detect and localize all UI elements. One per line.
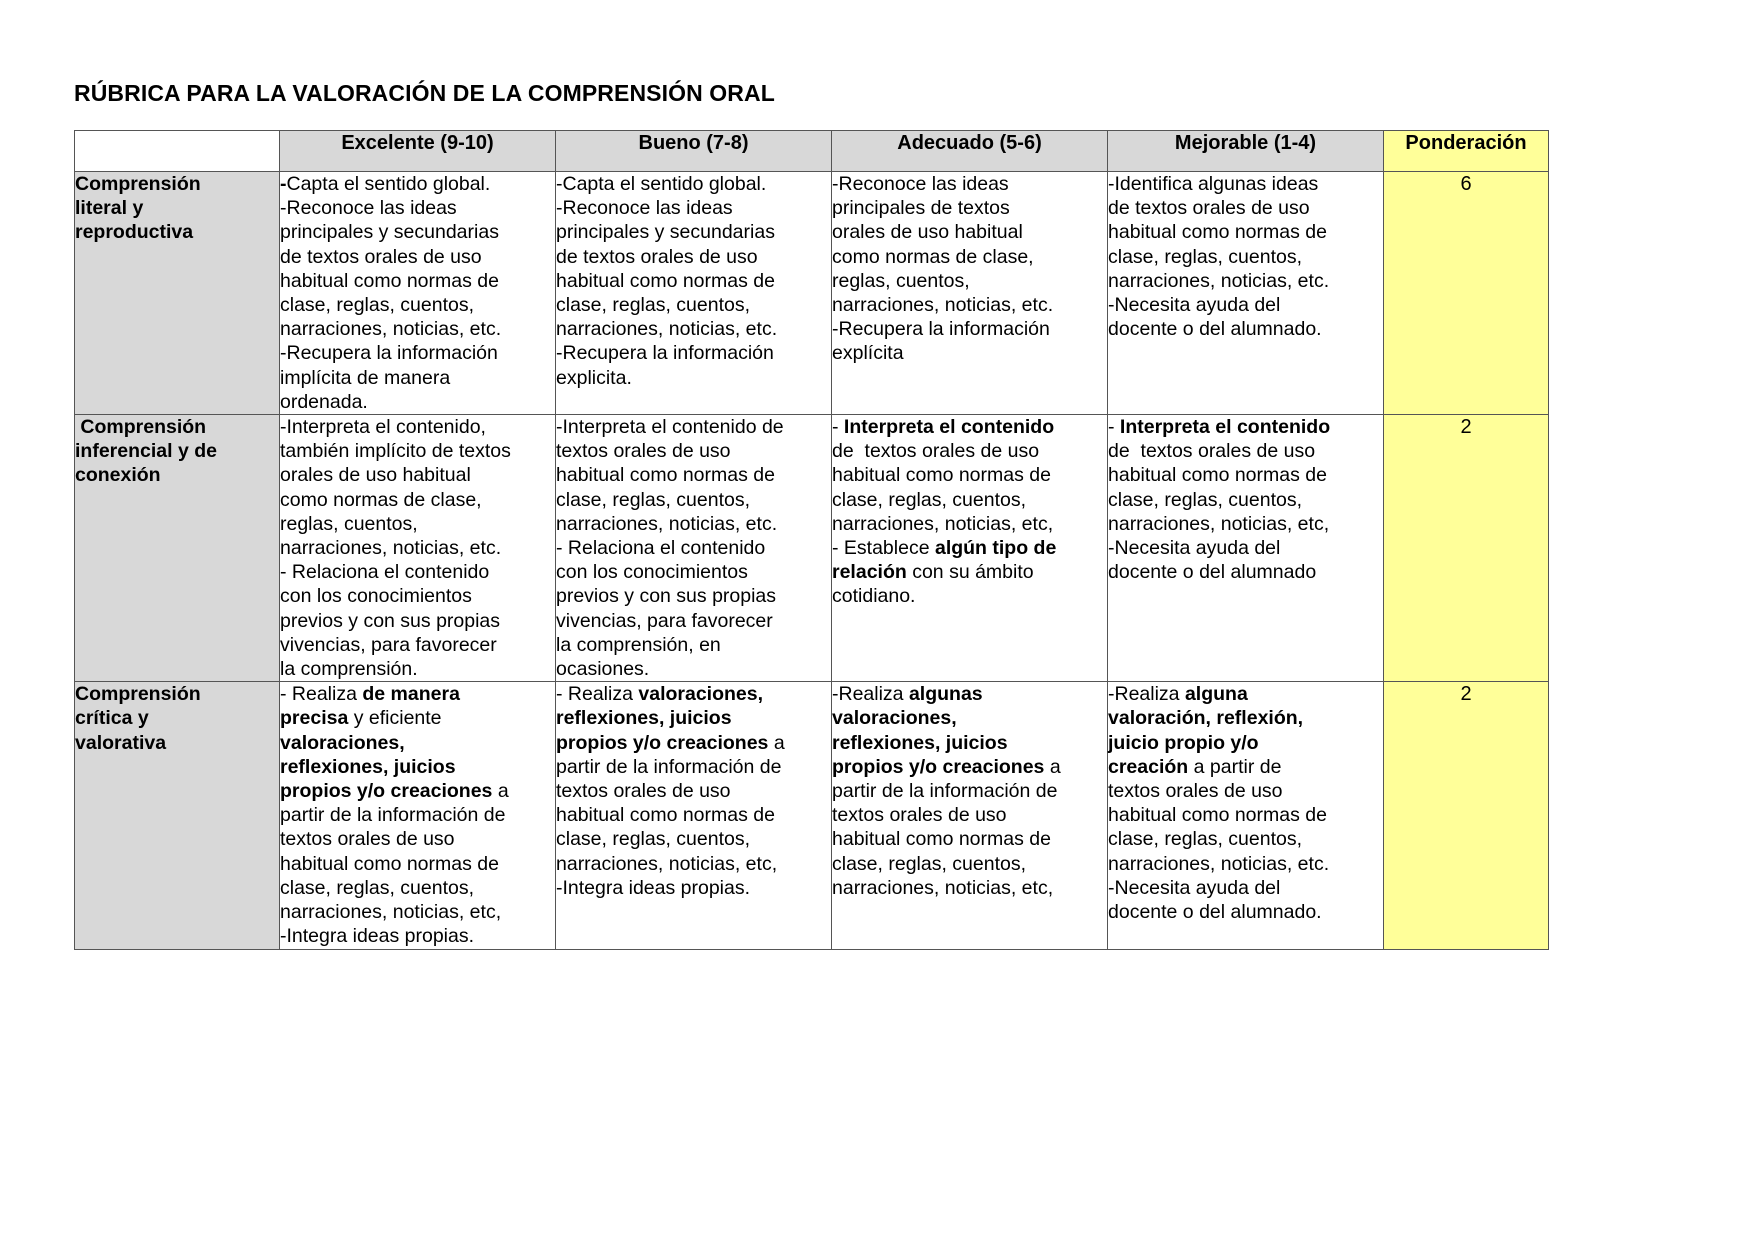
descriptor-line xyxy=(1108,536,1383,560)
text: clase, reglas, cuentos, xyxy=(832,488,1027,511)
descriptor-line xyxy=(556,827,831,851)
text: la comprensión. xyxy=(280,658,418,681)
descriptor-cell xyxy=(280,415,556,682)
descriptor-line xyxy=(280,803,555,827)
descriptor-line xyxy=(832,488,1107,512)
descriptor-line xyxy=(556,172,831,196)
page-title: RÚBRICA PARA LA VALORACIÓN DE LA COMPRENSIÓN ORAL xyxy=(74,80,775,106)
text: con los conocimientos xyxy=(556,561,748,584)
descriptor-line xyxy=(1108,706,1383,730)
text: cotidiano. xyxy=(832,585,916,608)
text: -Integra ideas propias. xyxy=(280,925,475,948)
text: - Establece xyxy=(832,537,935,560)
text: -Reconoce las ideas xyxy=(280,197,457,220)
text: de textos orales de uso xyxy=(280,245,482,268)
descriptor-line xyxy=(1108,852,1383,876)
descriptor-line xyxy=(556,876,831,900)
descriptor-line xyxy=(1108,463,1383,487)
text: textos orales de uso xyxy=(1108,780,1283,803)
bold-text: relación xyxy=(832,561,907,584)
text: explicita. xyxy=(556,366,632,389)
descriptor-line xyxy=(1108,196,1383,220)
descriptor-line xyxy=(832,827,1107,851)
row-label xyxy=(75,682,280,949)
descriptor-line xyxy=(556,341,831,365)
descriptor-line xyxy=(280,560,555,584)
text: narraciones, noticias, etc, xyxy=(1108,512,1330,535)
descriptor-line xyxy=(556,609,831,633)
descriptor-cell xyxy=(832,415,1108,682)
descriptor-line xyxy=(1108,317,1383,341)
descriptor-cell xyxy=(832,172,1108,415)
descriptor-line xyxy=(832,852,1107,876)
row-label-line: inferencial y de xyxy=(75,440,217,463)
descriptor-line xyxy=(556,584,831,608)
descriptor-line xyxy=(556,755,831,779)
descriptor-line xyxy=(1108,682,1383,706)
descriptor-line xyxy=(280,755,555,779)
text: partir de la información de xyxy=(280,804,506,827)
row-label-line: reproductiva xyxy=(75,221,194,244)
text: textos orales de uso xyxy=(832,804,1007,827)
descriptor-line xyxy=(832,536,1107,560)
descriptor-line xyxy=(280,682,555,706)
descriptor-line xyxy=(280,827,555,851)
bold-text: Interpreta el contenido xyxy=(843,416,1055,439)
descriptor-line xyxy=(1108,755,1383,779)
row-label-line: conexión xyxy=(75,464,161,487)
text: también implícito de textos xyxy=(280,440,511,463)
text: -Reconoce las ideas xyxy=(832,173,1009,195)
text: - Relaciona el contenido xyxy=(280,561,490,584)
descriptor-cell xyxy=(1108,172,1384,415)
bold-text: reflexiones, juicios xyxy=(556,707,732,730)
descriptor-line xyxy=(280,196,555,220)
descriptor-cell xyxy=(556,682,832,949)
descriptor-line xyxy=(280,924,555,948)
descriptor-line xyxy=(280,633,555,657)
text: -Necesita ayuda del xyxy=(1108,294,1281,317)
text: docente o del alumnado xyxy=(1108,561,1317,584)
text: - Relaciona el contenido xyxy=(556,537,766,560)
text: partir de la información de xyxy=(832,780,1058,803)
bold-text: algún tipo de xyxy=(934,537,1057,560)
text: clase, reglas, cuentos, xyxy=(556,828,751,851)
text: -Realiza xyxy=(832,683,909,706)
row-label xyxy=(75,415,280,682)
text: a xyxy=(768,731,785,754)
text: clase, reglas, cuentos, xyxy=(280,876,475,899)
header-ponderacion: Ponderación xyxy=(1384,131,1549,172)
bold-text: creación xyxy=(1108,755,1189,778)
text: habitual como normas de xyxy=(1108,804,1327,827)
header-mejorable: Mejorable (1-4) xyxy=(1108,131,1384,172)
text: de textos orales de uso xyxy=(1108,440,1316,463)
text: partir de la información de xyxy=(556,755,782,778)
row-label-line: crítica y xyxy=(75,707,149,730)
text: con los conocimientos xyxy=(280,585,472,608)
row-label-line: Comprensión xyxy=(75,683,201,706)
descriptor-cell xyxy=(280,682,556,949)
descriptor-line xyxy=(1108,439,1383,463)
text: - xyxy=(832,416,844,439)
descriptor-line xyxy=(280,366,555,390)
descriptor-line xyxy=(832,317,1107,341)
descriptor-line xyxy=(1108,876,1383,900)
text: habitual como normas de xyxy=(556,269,775,292)
descriptor-line xyxy=(1108,900,1383,924)
text: previos y con sus propias xyxy=(556,585,777,608)
text: habitual como normas de xyxy=(280,852,499,875)
descriptor-line xyxy=(832,682,1107,706)
text: -Interpreta el contenido de xyxy=(556,416,784,439)
text: narraciones, noticias, etc, xyxy=(280,901,502,924)
text: previos y con sus propias xyxy=(280,609,501,632)
descriptor-line xyxy=(556,293,831,317)
text: -Necesita ayuda del xyxy=(1108,537,1281,560)
descriptor-line xyxy=(1108,731,1383,755)
bold-text: precisa xyxy=(280,707,349,730)
descriptor-line xyxy=(280,731,555,755)
text: clase, reglas, cuentos, xyxy=(556,294,751,317)
descriptor-line xyxy=(832,196,1107,220)
text: de textos orales de uso xyxy=(1108,197,1310,220)
text: narraciones, noticias, etc. xyxy=(280,318,502,341)
text: -Integra ideas propias. xyxy=(556,876,751,899)
descriptor-line xyxy=(832,584,1107,608)
descriptor-line xyxy=(280,245,555,269)
row-label-line: Comprensión xyxy=(75,173,201,195)
descriptor-line xyxy=(280,536,555,560)
bold-text: Interpreta el contenido xyxy=(1119,416,1331,439)
text: a partir de xyxy=(1188,755,1282,778)
bold-text: algunas xyxy=(908,683,983,706)
header-row xyxy=(75,131,1549,172)
descriptor-line xyxy=(556,269,831,293)
text: narraciones, noticias, etc, xyxy=(832,512,1054,535)
text: explícita xyxy=(832,342,904,365)
text: -Realiza xyxy=(1108,683,1185,706)
text: -Recupera la información xyxy=(832,318,1050,341)
text: orales de uso habitual xyxy=(832,221,1023,244)
descriptor-line xyxy=(832,706,1107,730)
descriptor-cell xyxy=(832,682,1108,949)
descriptor-cell xyxy=(1108,682,1384,949)
header-adecuado: Adecuado (5-6) xyxy=(832,131,1108,172)
descriptor-line xyxy=(832,245,1107,269)
descriptor-line xyxy=(1108,488,1383,512)
descriptor-line xyxy=(556,488,831,512)
descriptor-line xyxy=(280,852,555,876)
bold-text: - xyxy=(280,173,287,195)
text: con su ámbito xyxy=(906,561,1034,584)
text: - Realiza xyxy=(280,683,363,706)
descriptor-line xyxy=(832,755,1107,779)
text: implícita de manera xyxy=(280,366,451,389)
text: reglas, cuentos, xyxy=(832,269,970,292)
text: ordenada. xyxy=(280,390,368,413)
descriptor-line xyxy=(280,172,555,196)
bold-text: de manera xyxy=(362,683,460,706)
descriptor-line xyxy=(556,706,831,730)
descriptor-line xyxy=(832,560,1107,584)
bold-text: valoraciones, xyxy=(280,731,405,754)
text: -Recupera la información xyxy=(556,342,774,365)
row-label-line: literal y xyxy=(75,197,144,220)
bold-text: propios y/o creaciones xyxy=(280,780,493,803)
empty-corner-cell xyxy=(75,131,280,172)
descriptor-line xyxy=(1108,269,1383,293)
descriptor-line xyxy=(556,560,831,584)
row-label xyxy=(75,172,280,415)
text: reglas, cuentos, xyxy=(280,512,418,535)
text: -Recupera la información xyxy=(280,342,498,365)
text: - xyxy=(1108,416,1120,439)
text: ocasiones. xyxy=(556,658,650,681)
descriptor-line xyxy=(1108,512,1383,536)
text: docente o del alumnado. xyxy=(1108,901,1322,924)
descriptor-line xyxy=(832,172,1107,196)
descriptor-line xyxy=(832,512,1107,536)
text: -Necesita ayuda del xyxy=(1108,876,1281,899)
text: como normas de clase, xyxy=(280,488,482,511)
row-label-line: Comprensión xyxy=(75,416,207,439)
text: la comprensión, en xyxy=(556,633,721,656)
descriptor-line xyxy=(280,512,555,536)
descriptor-line xyxy=(1108,220,1383,244)
descriptor-line xyxy=(556,536,831,560)
bold-text: valoración, reflexión, xyxy=(1108,707,1304,730)
text: orales de uso habitual xyxy=(280,464,471,487)
descriptor-line xyxy=(280,293,555,317)
descriptor-line xyxy=(280,269,555,293)
descriptor-line xyxy=(280,657,555,681)
descriptor-line xyxy=(556,779,831,803)
text: como normas de clase, xyxy=(832,245,1034,268)
descriptor-line xyxy=(280,220,555,244)
rubric-table xyxy=(74,130,1549,950)
descriptor-line xyxy=(556,196,831,220)
descriptor-line xyxy=(280,609,555,633)
text: principales y secundarias xyxy=(556,221,775,244)
descriptor-line xyxy=(280,779,555,803)
text: habitual como normas de xyxy=(556,804,775,827)
descriptor-line xyxy=(832,731,1107,755)
descriptor-line xyxy=(1108,827,1383,851)
text: habitual como normas de xyxy=(1108,221,1327,244)
text: narraciones, noticias, etc. xyxy=(556,512,778,535)
text: narraciones, noticias, etc. xyxy=(832,294,1054,317)
descriptor-cell xyxy=(1108,415,1384,682)
descriptor-cell xyxy=(280,172,556,415)
text: vivencias, para favorecer xyxy=(280,633,497,656)
text: Capta el sentido global. xyxy=(286,173,491,195)
row-inferencial xyxy=(75,415,1549,682)
text: habitual como normas de xyxy=(832,464,1051,487)
descriptor-line xyxy=(1108,779,1383,803)
text: narraciones, noticias, etc, xyxy=(832,876,1054,899)
descriptor-line xyxy=(1108,172,1383,196)
row-literal xyxy=(75,172,1549,415)
descriptor-line xyxy=(556,245,831,269)
descriptor-line xyxy=(280,463,555,487)
text: a xyxy=(492,780,509,803)
descriptor-line xyxy=(556,682,831,706)
text: habitual como normas de xyxy=(556,464,775,487)
text: -Identifica algunas ideas xyxy=(1108,173,1319,195)
text: -Reconoce las ideas xyxy=(556,197,733,220)
weight-cell: 6 xyxy=(1384,172,1549,415)
descriptor-line xyxy=(832,803,1107,827)
text: -Capta el sentido global. xyxy=(556,173,767,195)
descriptor-line xyxy=(280,317,555,341)
row-label-line: valorativa xyxy=(75,731,167,754)
text: clase, reglas, cuentos, xyxy=(1108,245,1303,268)
text: vivencias, para favorecer xyxy=(556,609,773,632)
text: clase, reglas, cuentos, xyxy=(280,294,475,317)
bold-text: propios y/o creaciones xyxy=(832,755,1045,778)
descriptor-line xyxy=(280,341,555,365)
descriptor-line xyxy=(832,269,1107,293)
text: textos orales de uso xyxy=(280,828,455,851)
descriptor-line xyxy=(1108,560,1383,584)
descriptor-line xyxy=(280,584,555,608)
descriptor-line xyxy=(556,317,831,341)
descriptor-line xyxy=(832,439,1107,463)
descriptor-line xyxy=(280,900,555,924)
descriptor-line xyxy=(556,633,831,657)
text: habitual como normas de xyxy=(280,269,499,292)
bold-text: juicio propio y/o xyxy=(1108,731,1259,754)
text: clase, reglas, cuentos, xyxy=(556,488,751,511)
text: principales y secundarias xyxy=(280,221,499,244)
text: textos orales de uso xyxy=(556,440,731,463)
descriptor-line xyxy=(832,876,1107,900)
descriptor-line xyxy=(556,415,831,439)
descriptor-line xyxy=(556,439,831,463)
descriptor-line xyxy=(280,876,555,900)
text: clase, reglas, cuentos, xyxy=(1108,488,1303,511)
descriptor-line xyxy=(1108,415,1383,439)
text: narraciones, noticias, etc. xyxy=(1108,852,1330,875)
descriptor-line xyxy=(832,220,1107,244)
text: de textos orales de uso xyxy=(556,245,758,268)
descriptor-line xyxy=(280,439,555,463)
weight-cell: 2 xyxy=(1384,682,1549,949)
descriptor-line xyxy=(832,415,1107,439)
header-excelente: Excelente (9-10) xyxy=(280,131,556,172)
bold-text: reflexiones, juicios xyxy=(832,731,1008,754)
text: -Interpreta el contenido, xyxy=(280,416,486,439)
bold-text: alguna xyxy=(1184,683,1248,706)
bold-text: valoraciones, xyxy=(638,683,764,706)
descriptor-line xyxy=(280,390,555,414)
weight-cell: 2 xyxy=(1384,415,1549,682)
text: y eficiente xyxy=(348,707,442,730)
text: textos orales de uso xyxy=(556,780,731,803)
text: principales de textos xyxy=(832,197,1010,220)
text: narraciones, noticias, etc. xyxy=(1108,269,1330,292)
text: a xyxy=(1044,755,1061,778)
header-bueno: Bueno (7-8) xyxy=(556,131,832,172)
text: clase, reglas, cuentos, xyxy=(1108,828,1303,851)
descriptor-line xyxy=(832,293,1107,317)
text: habitual como normas de xyxy=(1108,464,1327,487)
descriptor-line xyxy=(832,779,1107,803)
descriptor-cell xyxy=(556,172,832,415)
descriptor-line xyxy=(556,220,831,244)
bold-text: propios y/o creaciones xyxy=(556,731,769,754)
descriptor-line xyxy=(556,657,831,681)
descriptor-line xyxy=(556,366,831,390)
descriptor-line xyxy=(556,512,831,536)
descriptor-line xyxy=(1108,293,1383,317)
descriptor-line xyxy=(556,852,831,876)
descriptor-line xyxy=(280,488,555,512)
text: clase, reglas, cuentos, xyxy=(832,852,1027,875)
bold-text: valoraciones, xyxy=(832,707,957,730)
descriptor-line xyxy=(556,803,831,827)
descriptor-line xyxy=(280,706,555,730)
bold-text: reflexiones, juicios xyxy=(280,755,456,778)
descriptor-line xyxy=(280,415,555,439)
text: narraciones, noticias, etc, xyxy=(556,852,778,875)
text: habitual como normas de xyxy=(832,828,1051,851)
descriptor-cell xyxy=(556,415,832,682)
descriptor-line xyxy=(556,731,831,755)
text: - Realiza xyxy=(556,683,639,706)
descriptor-line xyxy=(832,463,1107,487)
descriptor-line xyxy=(1108,803,1383,827)
text: narraciones, noticias, etc. xyxy=(556,318,778,341)
descriptor-line xyxy=(832,341,1107,365)
descriptor-line xyxy=(556,463,831,487)
text: narraciones, noticias, etc. xyxy=(280,537,502,560)
descriptor-line xyxy=(1108,245,1383,269)
text: de textos orales de uso xyxy=(832,440,1040,463)
row-critica xyxy=(75,682,1549,949)
text: docente o del alumnado. xyxy=(1108,318,1322,341)
